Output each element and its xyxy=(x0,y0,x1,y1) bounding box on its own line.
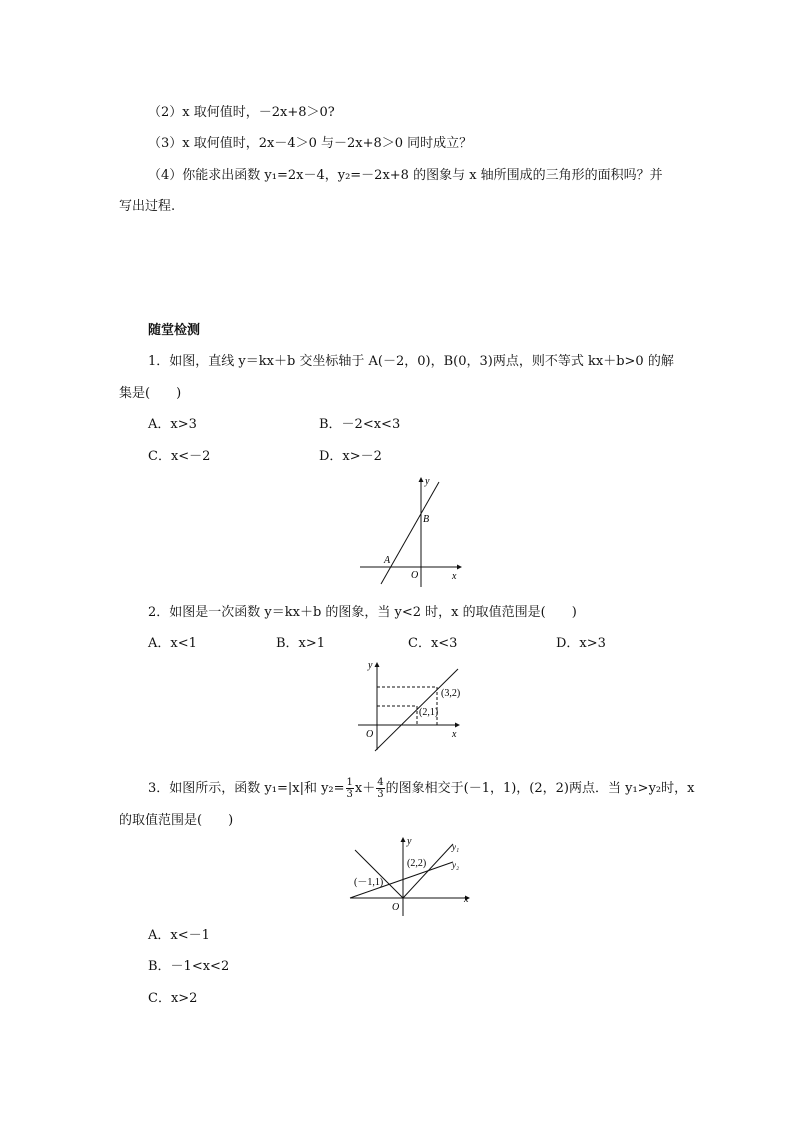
q1-option-a: A．x>3 xyxy=(148,417,197,432)
q3-label-o: O xyxy=(392,902,400,913)
q2-option-d: D．x>3 xyxy=(556,636,606,651)
q2-option-b: B．x>1 xyxy=(276,636,326,651)
q2-figure xyxy=(355,655,470,760)
q1-label-b: B xyxy=(423,514,430,525)
q3-label-y: y xyxy=(407,836,412,847)
q3-label-y1: y₁ xyxy=(452,842,460,852)
q3-line1-b: x＋ xyxy=(354,781,376,796)
q3-label-p2: (－1,1) xyxy=(354,877,384,888)
q2-y-arrow xyxy=(375,662,380,667)
q1-option-c: C．x<－2 xyxy=(148,449,211,464)
section-title: 随堂检测 xyxy=(148,323,201,338)
q-prev-item-3: （3）x 取何值时，2x－4＞0 与－2x+8＞0 同时成立？ xyxy=(148,136,473,151)
q1-line1: 1．如图，直线 y＝kx＋b 交坐标轴于 A(－2，0)，B(0，3)两点，则不等式 kx＋b>0 的解 xyxy=(148,354,674,369)
q3-line1 xyxy=(148,777,694,800)
q1-line2: 集是( ) xyxy=(119,386,182,401)
q2-x-arrow xyxy=(455,723,460,728)
q3-y1-left-branch xyxy=(355,850,403,898)
q2-option-a: A．x<1 xyxy=(148,636,197,651)
q3-frac1-num: 1 xyxy=(346,777,353,788)
q3-y-arrow xyxy=(401,837,406,842)
q-prev-item-4-line2: 写出过程. xyxy=(119,199,176,214)
q2-label-o: O xyxy=(366,729,374,740)
q3-option-b: B．－1<x<2 xyxy=(148,959,230,974)
q2-label-y: y xyxy=(368,660,373,671)
q1-label-x: x xyxy=(452,571,457,582)
q3-frac2-den: 3 xyxy=(377,789,384,800)
q3-frac2-num: 4 xyxy=(377,777,384,788)
q3-frac1 xyxy=(346,777,354,800)
q1-figure xyxy=(355,472,465,592)
q1-label-a: A xyxy=(384,555,391,566)
q-prev-item-2: （2）x 取何值时，－2x+8＞0? xyxy=(148,105,335,120)
q3-line2: 的取值范围是( ) xyxy=(119,813,234,828)
q2-option-c: C．x<3 xyxy=(408,636,458,651)
q3-label-x: x xyxy=(464,894,469,905)
q3-line1-c: 的图象相交于(－1，1)，(2，2)两点．当 y₁>y₂时，x xyxy=(385,781,695,796)
q2-line-graph xyxy=(375,669,461,751)
q3-figure xyxy=(345,832,475,922)
q3-option-a: A．x<－1 xyxy=(148,928,210,943)
q-prev-item-4-line1: （4）你能求出函数 y₁=2x－4，y₂=－2x+8 的图象与 x 轴所围成的三角形的面积吗？并 xyxy=(148,168,663,183)
q1-label-y: y xyxy=(425,476,430,487)
q1-option-d: D．x>－2 xyxy=(319,449,382,464)
q2-line1: 2．如图是一次函数 y＝kx＋b 的图象，当 y<2 时，x 的取值范围是( ) xyxy=(148,605,577,620)
q1-x-arrow xyxy=(457,565,462,570)
q2-label-p2: (2,1) xyxy=(419,707,439,718)
q2-label-p1: (3,2) xyxy=(441,688,461,699)
q3-label-y2: y₂ xyxy=(452,860,460,870)
q1-option-b: B．－2<x<3 xyxy=(319,417,401,432)
q3-option-c: C．x>2 xyxy=(148,991,198,1006)
q1-y-arrow xyxy=(419,477,424,482)
q1-label-o: O xyxy=(411,570,419,581)
q3-frac2 xyxy=(376,777,384,800)
q3-frac1-den: 3 xyxy=(346,789,353,800)
q3-line1-a: 3．如图所示，函数 y₁=|x|和 y₂= xyxy=(148,781,345,796)
q2-label-x: x xyxy=(452,729,457,740)
q1-line-graph xyxy=(381,482,439,584)
q3-label-p1: (2,2) xyxy=(407,858,427,869)
